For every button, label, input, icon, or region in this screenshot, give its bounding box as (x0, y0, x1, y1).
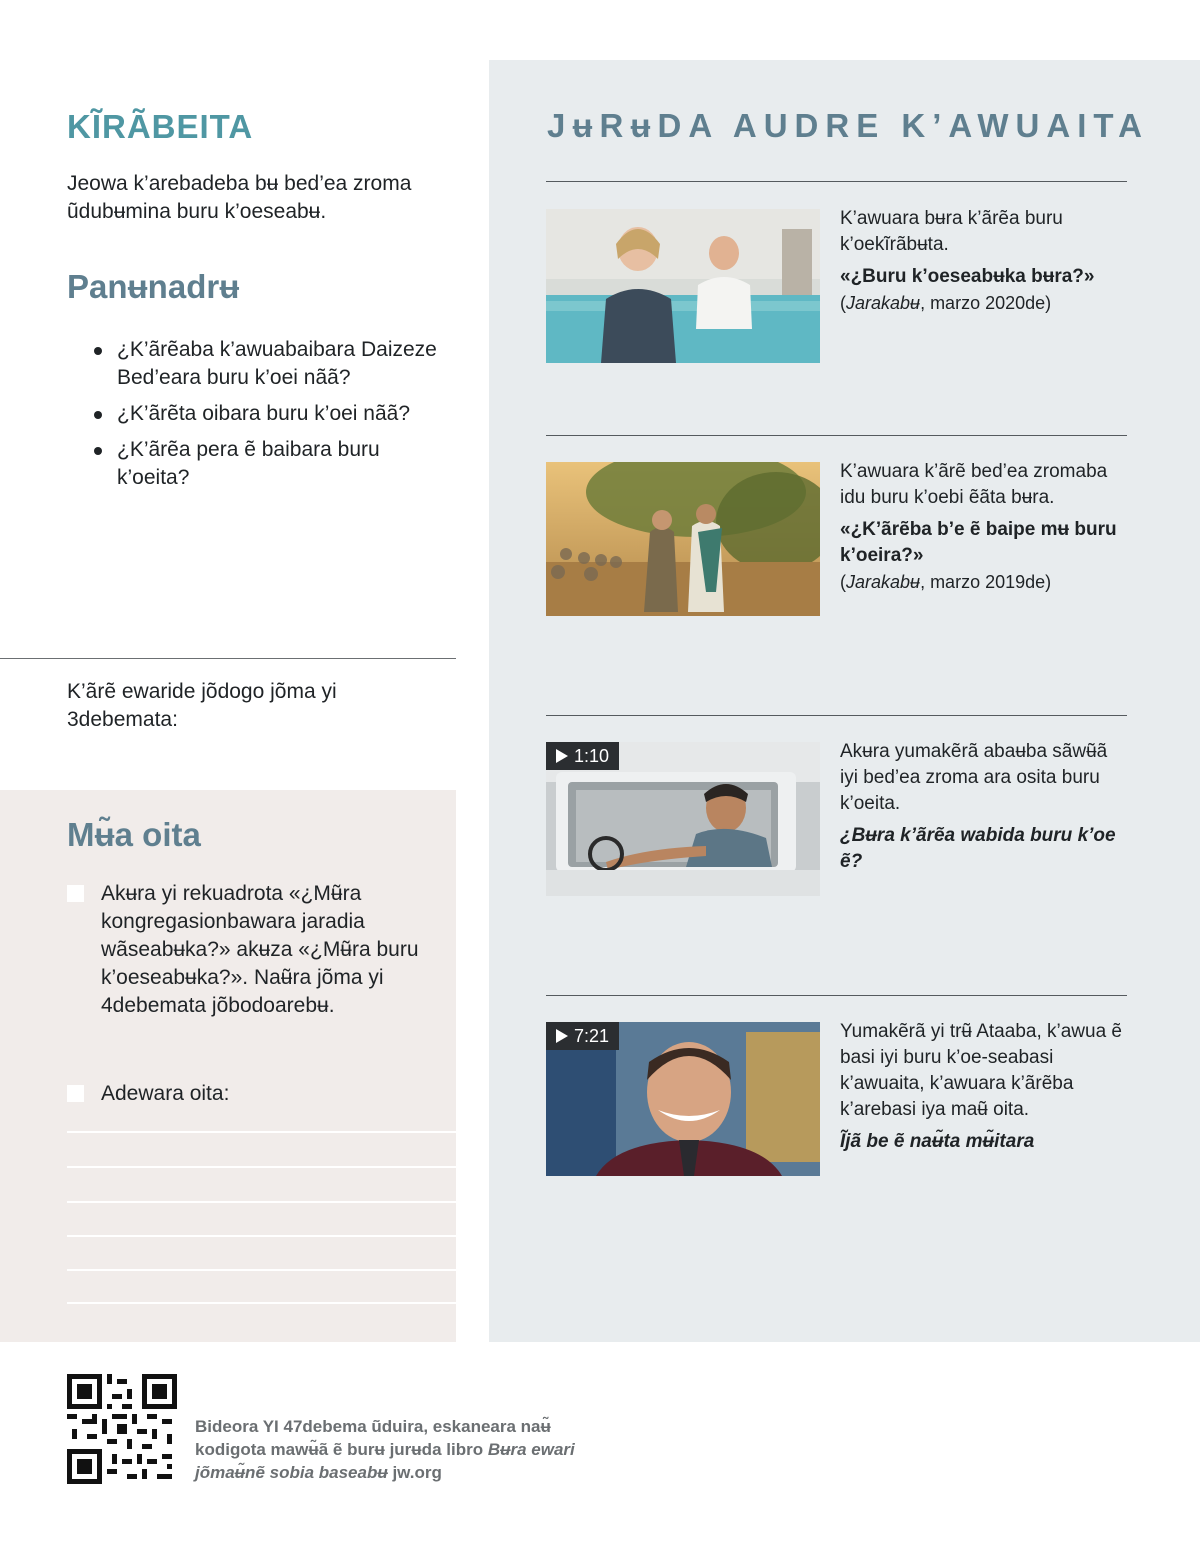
baptism-photo-icon[interactable] (546, 209, 820, 363)
video-link[interactable]: ¿Bʉra k’ãrẽa wabida buru k’oe ẽ? (840, 825, 1116, 872)
goals-panel (0, 790, 456, 1342)
video-link[interactable]: Ĩjã be ẽ naʉ̃ta mʉ̃itara (840, 1131, 1035, 1152)
goal-item (67, 1080, 447, 1108)
play-icon (556, 749, 568, 763)
review-question: ¿K’ãrẽa pera ẽ baibara buru k’oeita? (90, 436, 456, 492)
article-link[interactable]: «¿K’ãrẽba b’e ẽ baipe mʉ buru k’oeira?» (840, 519, 1117, 566)
explore-item-text: K’awuara bʉra k’ãrẽa buru k’oekĩrãbʉta. «¿Buru k’oeseabʉka bʉra?» (Jarakabʉ, marzo 2020de) (840, 206, 1125, 316)
bullet-icon (94, 347, 102, 355)
checkbox[interactable] (67, 1085, 84, 1102)
source: (Jarakabʉ, marzo 2020de) (840, 293, 1052, 313)
explore-panel (489, 60, 1200, 1342)
article-link[interactable]: «¿Buru k’oeseabʉka bʉra?» (840, 266, 1095, 287)
explore-item-text: K’awuara k’ãrẽ bed’ea zromaba idu buru k’oebi ẽãta bʉra. «¿K’ãrẽba b’e ẽ baipe mʉ buru k’oeira?» (Jarakabʉ, marzo 2019de) (840, 459, 1125, 595)
divider (546, 435, 1127, 436)
qr-code-icon[interactable] (67, 1374, 177, 1484)
divider (546, 715, 1127, 716)
goal-text: Adewara oita: (101, 1082, 230, 1105)
video-duration-badge: 1:10 (546, 742, 619, 770)
divider (546, 181, 1127, 182)
write-line[interactable] (67, 1269, 456, 1271)
write-line[interactable] (67, 1131, 456, 1133)
goal-text: Akʉra yi rekuadrota «¿Mʉ̃ra kongregasionbawara jaradia wãseabʉka?» akʉza «¿Mʉ̃ra buru k’oeseabʉka?». Naʉ̃ra jõma yi 4debemata jõbodoarebʉ. (101, 882, 419, 1017)
review-title: Panʉnadrʉ (67, 268, 240, 305)
video-duration-badge: 7:21 (546, 1022, 619, 1050)
smiling-man-video-icon[interactable] (546, 1022, 820, 1176)
divider (0, 658, 456, 659)
write-line[interactable] (67, 1235, 456, 1237)
review-question: ¿K’ãrẽaba k’awuabaibara Daizeze Bed’eara buru k’oei nãã? (90, 336, 456, 392)
bullet-icon (94, 447, 102, 455)
write-line[interactable] (67, 1166, 456, 1168)
summary-title: KĨRÃBEITA (67, 108, 254, 145)
play-icon (556, 1029, 568, 1043)
source: (Jarakabʉ, marzo 2019de) (840, 572, 1052, 592)
personal-question: K’ãrẽ ewaride jõdogo jõma yi 3debemata: (67, 680, 337, 731)
man-in-car-video-icon[interactable] (546, 742, 820, 896)
bible-scene-painting-icon[interactable] (546, 462, 820, 616)
review-question: ¿K’ãrẽta oibara buru k’oei nãã? (90, 400, 456, 428)
bullet-icon (94, 411, 102, 419)
divider (546, 995, 1127, 996)
explore-item-text: Akʉra yumakẽrã abaʉba sãwʉ̃ã iyi bed’ea zroma ara osita buru k’oeita. ¿Bʉra k’ãrẽa wabida buru k’oe ẽ? (840, 739, 1125, 875)
review-questions (90, 336, 456, 500)
summary-text: Jeowa k’arebadeba bʉ bed’ea zroma ũdubʉmina buru k’oeseabʉ. (67, 172, 412, 223)
explore-title: JʉRʉDA AUDRE K’AWUAITA (547, 107, 1149, 144)
write-line[interactable] (67, 1302, 456, 1304)
footer-text: Bideora YI 47debema ũduira, eskaneara naʉ̃ kodigota mawʉ̃ã ẽ burʉ jurʉda libro Bʉra ewari jõmaʉ̃nẽ sobia baseabʉ jw.org (195, 1417, 575, 1482)
goals-title: Mʉ̃a oita (67, 816, 201, 853)
goal-item (67, 880, 447, 1020)
checkbox[interactable] (67, 885, 84, 902)
write-line[interactable] (67, 1201, 456, 1203)
explore-item-text: Yumakẽrã yi trʉ̃ Ataaba, k’awua ẽ basi iyi buru k’oe-seabasi k’awuaita, k’awuara k’ãrẽba k’arebasi iya maʉ̃ oita. Ĩjã be ẽ naʉ̃ta mʉ̃itara (840, 1019, 1125, 1155)
